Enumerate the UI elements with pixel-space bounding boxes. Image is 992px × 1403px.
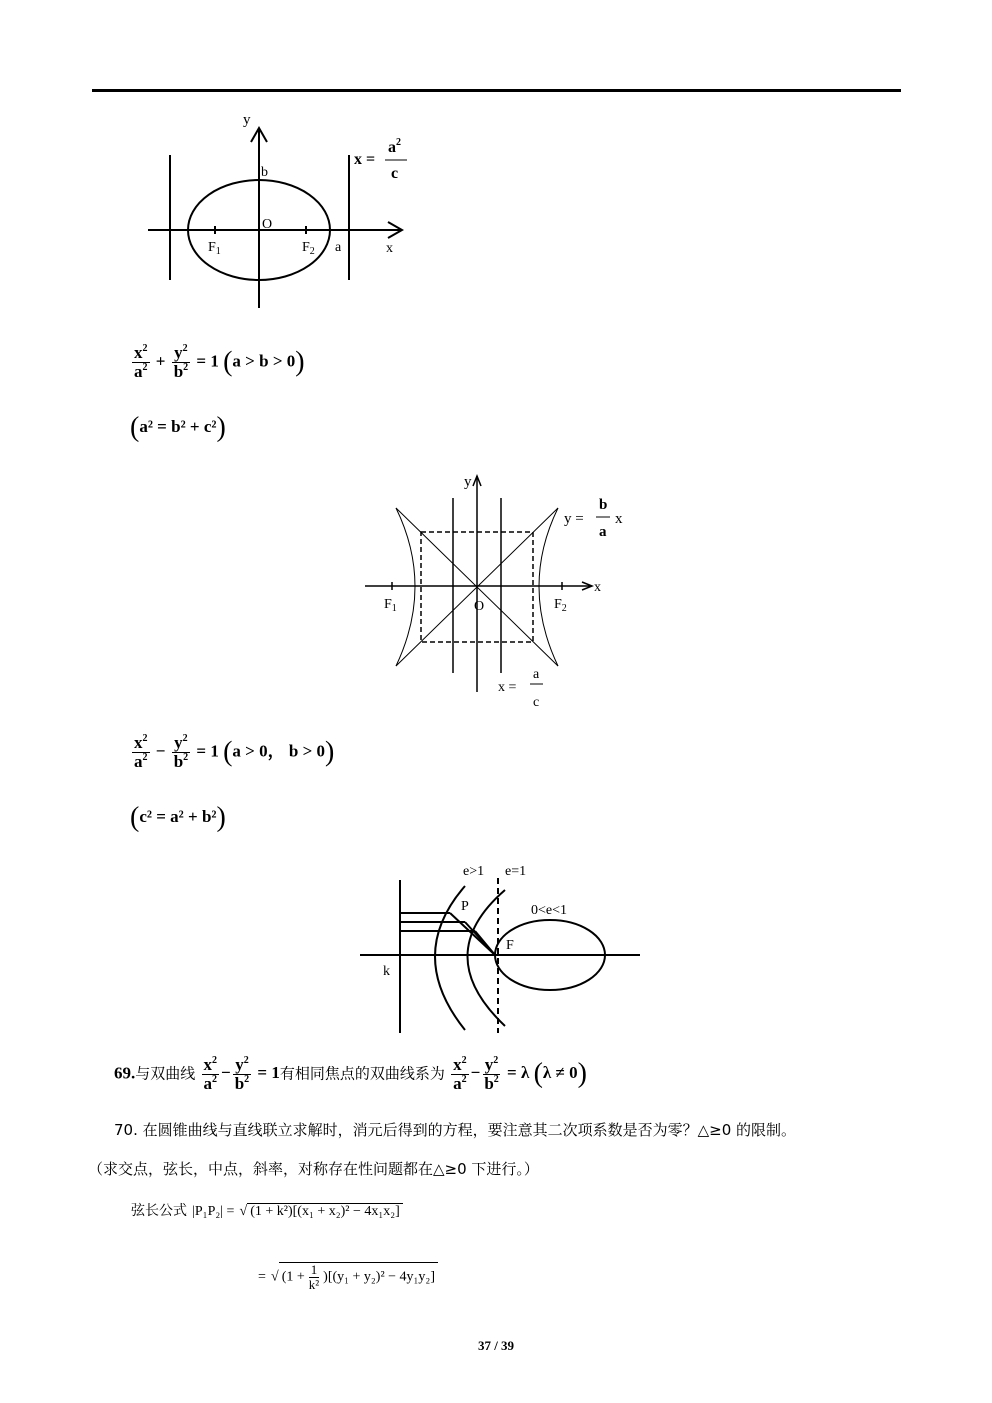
focus2-label: $F_2$ [554, 597, 567, 614]
asymptote-num: b [599, 497, 608, 513]
directrix-x: x = [354, 151, 376, 168]
e-eq-1-label: e=1 [505, 864, 527, 879]
y-axis-label: y [464, 474, 472, 490]
directrix-x: x = [498, 680, 517, 695]
focal-line-3 [475, 931, 495, 955]
parabola-curve [468, 890, 506, 1026]
directrix-num: a [533, 667, 540, 682]
header-rule [92, 89, 901, 92]
hyperbola-condition: a > 0， b > 0 [232, 741, 326, 761]
item69-condition: λ ≠ 0 [542, 1063, 578, 1083]
focus2-label: $F_2$ [302, 240, 315, 257]
focus1-label: $F_1$ [384, 597, 397, 614]
point-p-label: P [461, 899, 469, 914]
origin-label: O [262, 217, 273, 232]
ellipse-figure [130, 108, 430, 318]
item-70-line2: （求交点，弦长，中点，斜率，对称存在性问题都在△≥0 下进行。） [88, 1160, 539, 1178]
ellipse-equation: $\frac{x^2}{a^2}$ + $\frac{y^2}{b^2}$ = 1 (a > b > 0) [134, 343, 305, 381]
y-axis-label: y [243, 112, 251, 128]
b-label: b [261, 165, 268, 180]
right-hyperbola-branch [539, 508, 558, 666]
ellipse-condition: a > b > 0 [232, 351, 296, 371]
origin-label: O [474, 599, 485, 614]
e-gt-1-label: e>1 [463, 864, 485, 879]
chord-radicand-1: (1 + k²)[(x₁ + x₂)² − 4x₁x₂] [247, 1203, 403, 1220]
asymptote-y: y = [564, 511, 584, 527]
page-number: 37 / 39 [477, 1338, 515, 1353]
eccentricity-figure [355, 858, 645, 1038]
x-axis-label: x [594, 580, 601, 595]
item-69: 69.与双曲线 $\frac{x^2}{a^2}$ − $\frac{y^2}{b^2}$ = 1有相同焦点的双曲线系为 $\frac{x^2}{a^2}$ − $\frac{y^2}{b^2}$ = λ (λ ≠ 0) [114, 1055, 587, 1093]
hyperbola-relation: (c² = a² + b²) [130, 802, 226, 833]
item-70-line1: 70. 在圆锥曲线与直线联立求解时，消元后得到的方程，要注意其二次项系数是否为零？△≥0 的限制。 [114, 1121, 797, 1139]
asymptote-den: a [599, 524, 607, 540]
a-label: a [335, 240, 342, 255]
focus-label: F [506, 938, 514, 953]
ellipse-relation: (a² = b² + c²) [130, 412, 226, 443]
directrix-label: k [383, 964, 390, 979]
chord-formula-2: = √ (1 + $\frac{1}{\text{k²}}$ )[(y₁ + y₂)² − 4y₁y₂] [258, 1262, 438, 1291]
left-hyperbola-branch [396, 508, 415, 666]
hyperbola-equation: $\frac{x^2}{a^2}$ − $\frac{y^2}{b^2}$ = 1 (a > 0， b > 0) [134, 733, 335, 771]
e-lt-1-label: 0<e<1 [531, 903, 568, 918]
x-axis-label: x [386, 241, 393, 256]
directrix-num: $a^2$ [388, 137, 401, 156]
focus1-label: $F_1$ [208, 240, 221, 257]
directrix-den: c [533, 695, 540, 710]
directrix-den: c [391, 165, 399, 182]
hyperbola-figure [360, 468, 650, 718]
asymptote-x: x [615, 511, 623, 527]
chord-formula-1: 弦长公式 |P₁P₂| = √ (1 + k²)[(x₁ + x₂)² − 4x₁x₂] [131, 1200, 403, 1220]
